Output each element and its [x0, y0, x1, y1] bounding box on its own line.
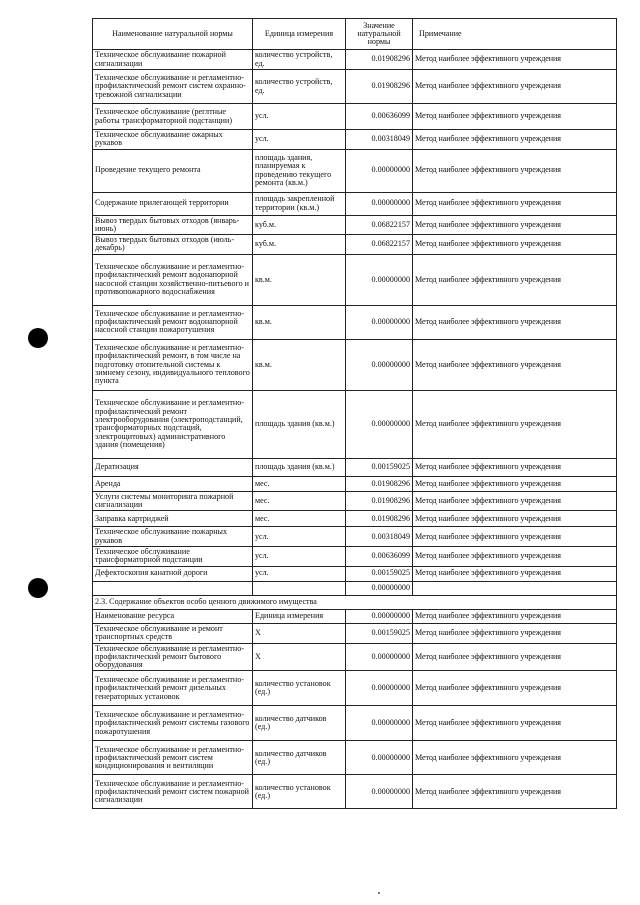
- resource-header-unit: Единица измерения: [253, 609, 346, 623]
- total-blank-note: [413, 581, 617, 595]
- row-unit: площадь закрепленной территории (кв.м.): [253, 192, 346, 215]
- table-row: [93, 491, 617, 511]
- assets-body: [93, 623, 617, 809]
- table-header-row: [93, 19, 617, 50]
- row-value: 0.01908296: [346, 476, 413, 491]
- section-title: 2.3. Содержание объектов особо ценного движимого имущества: [93, 595, 617, 609]
- row-unit: усл.: [253, 104, 346, 130]
- table-row: [93, 511, 617, 527]
- norms-table: [92, 18, 617, 809]
- row-value: 0.00000000: [346, 671, 413, 706]
- row-value: 0.00636099: [346, 546, 413, 566]
- row-name: Техническое обслуживание ожарных рукавов: [93, 130, 253, 150]
- row-name: Проведение текущего ремонта: [93, 149, 253, 192]
- row-name: Заправка картриджей: [93, 511, 253, 527]
- table-row: [93, 390, 617, 458]
- row-name: Дератизация: [93, 458, 253, 476]
- row-value: 0.00318049: [346, 527, 413, 547]
- row-note: Метод наиболее эффективного учреждения: [413, 235, 617, 255]
- table-row: [93, 458, 617, 476]
- row-note: Метод наиболее эффективного учреждения: [413, 390, 617, 458]
- row-unit: кв.м.: [253, 339, 346, 390]
- row-note: Метод наиболее эффективного учреждения: [413, 70, 617, 104]
- row-value: 0.01908296: [346, 50, 413, 70]
- row-unit: Х: [253, 643, 346, 671]
- total-blank-name: [93, 581, 253, 595]
- row-note: Метод наиболее эффективного учреждения: [413, 623, 617, 643]
- header-value: Значение натуральной нормы: [346, 19, 413, 50]
- row-name: Техническое обслуживание трансформаторной подстанции: [93, 546, 253, 566]
- row-name: Техническое обслуживание и регламентно-профилактический ремонт водонапорной насосной станции хозяйственно-питьевого и противопожарного водоснабжения: [93, 254, 253, 305]
- row-name: Техническое обслуживание и регламентно-профилактический ремонт системы газового пожаротушения: [93, 706, 253, 741]
- table-row: [93, 130, 617, 150]
- binder-hole-top: [28, 328, 48, 348]
- row-unit: площадь здания (кв.м.): [253, 390, 346, 458]
- row-value: 0.00000000: [346, 149, 413, 192]
- row-value: 0.00318049: [346, 130, 413, 150]
- row-value: 0.00000000: [346, 775, 413, 809]
- row-name: Содержание прилегающей территории: [93, 192, 253, 215]
- row-unit: мес.: [253, 491, 346, 511]
- row-unit: усл.: [253, 527, 346, 547]
- row-name: Техническое обслуживание и регламентно-профилактический ремонт бытового оборудования: [93, 643, 253, 671]
- row-note: Метод наиболее эффективного учреждения: [413, 546, 617, 566]
- row-value: 0.00000000: [346, 741, 413, 775]
- table-row: [93, 527, 617, 547]
- table-row: [93, 305, 617, 339]
- row-note: Метод наиболее эффективного учреждения: [413, 192, 617, 215]
- row-value: 0.00000000: [346, 192, 413, 215]
- row-name: Техническое обслуживание пожарных рукавов: [93, 527, 253, 547]
- header-name: Наименование натуральной нормы: [93, 19, 253, 50]
- section-row: [93, 595, 617, 609]
- row-note: Метод наиболее эффективного учреждения: [413, 706, 617, 741]
- row-note: Метод наиболее эффективного учреждения: [413, 458, 617, 476]
- resource-header-name: Наименование ресурса: [93, 609, 253, 623]
- row-value: 0.00000000: [346, 390, 413, 458]
- table-row: [93, 643, 617, 671]
- row-unit: количество устройств, ед.: [253, 50, 346, 70]
- norms-body: [93, 50, 617, 582]
- row-unit: Х: [253, 623, 346, 643]
- row-unit: куб.м.: [253, 235, 346, 255]
- row-name: Дефектоскопия канатной дороги: [93, 566, 253, 581]
- row-value: 0.01908296: [346, 491, 413, 511]
- row-note: Метод наиболее эффективного учреждения: [413, 476, 617, 491]
- table-row: [93, 104, 617, 130]
- table-row: [93, 50, 617, 70]
- binder-hole-bottom: [28, 578, 48, 598]
- header-unit: Единица измерения: [253, 19, 346, 50]
- row-unit: мес.: [253, 476, 346, 491]
- row-unit: количество установок (ед.): [253, 775, 346, 809]
- table-row: [93, 192, 617, 215]
- row-name: Техническое обслуживание и ремонт транспортных средств: [93, 623, 253, 643]
- row-note: Метод наиболее эффективного учреждения: [413, 491, 617, 511]
- table-row: [93, 476, 617, 491]
- row-unit: кв.м.: [253, 254, 346, 305]
- row-value: 0.06822157: [346, 235, 413, 255]
- row-value: 0.00159025: [346, 623, 413, 643]
- row-name: Техническое обслуживание (реглтные работы трансформаторной подстанции): [93, 104, 253, 130]
- row-note: Метод наиболее эффективного учреждения: [413, 215, 617, 235]
- table-row: [93, 706, 617, 741]
- row-note: Метод наиболее эффективного учреждения: [413, 527, 617, 547]
- header-note: Примечание: [413, 19, 617, 50]
- row-name: Техническое обслуживание и регламентно-профилактический ремонт систем охранно-тревожной сигнализации: [93, 70, 253, 104]
- row-unit: площадь здания (кв.м.): [253, 458, 346, 476]
- table-row: [93, 235, 617, 255]
- row-name: Техническое обслуживание и регламентно-профилактический ремонт водонапорной насосной станции пожаротушения: [93, 305, 253, 339]
- row-value: 0.00636099: [346, 104, 413, 130]
- row-note: Метод наиболее эффективного учреждения: [413, 775, 617, 809]
- row-note: Метод наиболее эффективного учреждения: [413, 671, 617, 706]
- row-name: Техническое обслуживание и регламентно-профилактический ремонт дизельных генераторных установок: [93, 671, 253, 706]
- row-value: 0.00000000: [346, 305, 413, 339]
- row-name: Вывоз твердых бытовых отходов (январь-июнь): [93, 215, 253, 235]
- table-row: [93, 254, 617, 305]
- row-unit: мес.: [253, 511, 346, 527]
- row-value: 0.01908296: [346, 511, 413, 527]
- resource-header-row: [93, 609, 617, 623]
- row-value: 0.00000000: [346, 643, 413, 671]
- table-row: [93, 671, 617, 706]
- table-row: [93, 623, 617, 643]
- row-name: Техническое обслуживание и регламентно-профилактический ремонт, в том числе на подготовку отопительной системы к зимнему сезону, индивидуального теплового пункта: [93, 339, 253, 390]
- table-row: [93, 741, 617, 775]
- table-row: [93, 775, 617, 809]
- row-unit: количество датчиков (ед.): [253, 706, 346, 741]
- row-note: Метод наиболее эффективного учреждения: [413, 305, 617, 339]
- resource-header-note: Метод наиболее эффективного учреждения: [413, 609, 617, 623]
- table-row: [93, 215, 617, 235]
- row-value: 0.00000000: [346, 339, 413, 390]
- row-note: Метод наиболее эффективного учреждения: [413, 130, 617, 150]
- row-name: Вывоз твердых бытовых отходов (июль-декабрь): [93, 235, 253, 255]
- row-note: Метод наиболее эффективного учреждения: [413, 643, 617, 671]
- row-name: Техническое обслуживание и регламентно-профилактический ремонт электрооборудования (электроподстанций, трансформаторных подстаций, электрощитовых) административного здания (помещения): [93, 390, 253, 458]
- norms-total: [93, 581, 617, 623]
- row-name: Услуги системы мониторинга пожарной сигнализации: [93, 491, 253, 511]
- table-row: [93, 546, 617, 566]
- row-note: Метод наиболее эффективного учреждения: [413, 50, 617, 70]
- table-row: [93, 70, 617, 104]
- row-note: Метод наиболее эффективного учреждения: [413, 339, 617, 390]
- row-unit: количество устройств, ед.: [253, 70, 346, 104]
- row-unit: количество установок (ед.): [253, 671, 346, 706]
- total-row: [93, 581, 617, 595]
- row-note: Метод наиболее эффективного учреждения: [413, 254, 617, 305]
- row-name: Техническое обслуживание пожарной сигнализации: [93, 50, 253, 70]
- total-value: 0.00000000: [346, 581, 413, 595]
- table-row: [93, 339, 617, 390]
- row-value: 0.00000000: [346, 254, 413, 305]
- row-value: 0.00159025: [346, 458, 413, 476]
- row-note: Метод наиболее эффективного учреждения: [413, 104, 617, 130]
- row-note: Метод наиболее эффективного учреждения: [413, 511, 617, 527]
- row-unit: усл.: [253, 546, 346, 566]
- total-blank-unit: [253, 581, 346, 595]
- scan-speck: [378, 892, 380, 894]
- row-note: Метод наиболее эффективного учреждения: [413, 566, 617, 581]
- row-value: 0.01908296: [346, 70, 413, 104]
- row-value: 0.06822157: [346, 215, 413, 235]
- row-unit: усл.: [253, 566, 346, 581]
- row-name: Техническое обслуживание и регламентно-профилактический ремонт систем кондиционирования и вентиляции: [93, 741, 253, 775]
- row-name: Аренда: [93, 476, 253, 491]
- row-unit: площадь здания, планируемая к проведению текущего ремонта (кв.м.): [253, 149, 346, 192]
- row-unit: куб.м.: [253, 215, 346, 235]
- table-row: [93, 566, 617, 581]
- row-note: Метод наиболее эффективного учреждения: [413, 741, 617, 775]
- row-unit: кв.м.: [253, 305, 346, 339]
- resource-header-value: 0.00000000: [346, 609, 413, 623]
- row-unit: количество датчиков (ед.): [253, 741, 346, 775]
- row-value: 0.00000000: [346, 706, 413, 741]
- row-note: Метод наиболее эффективного учреждения: [413, 149, 617, 192]
- row-name: Техническое обслуживание и регламентно-профилактический ремонт систем пожарной сигнализации: [93, 775, 253, 809]
- table-row: [93, 149, 617, 192]
- row-value: 0.00159025: [346, 566, 413, 581]
- row-unit: усл.: [253, 130, 346, 150]
